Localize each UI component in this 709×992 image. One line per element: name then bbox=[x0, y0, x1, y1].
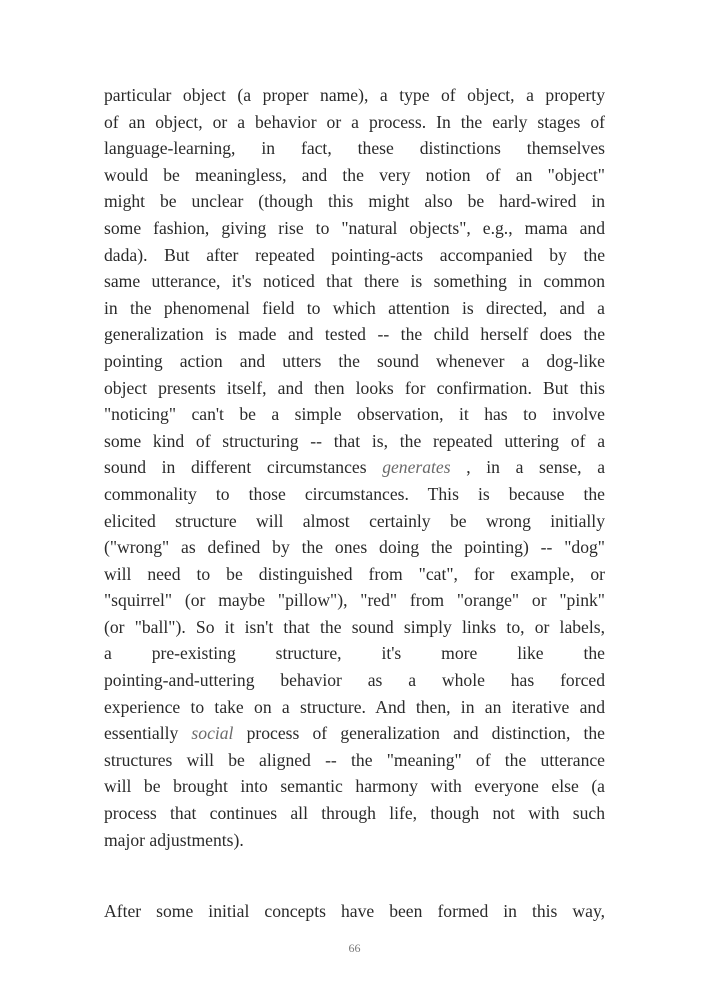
text-line: would be meaningless, and the very notion of an "object" bbox=[104, 164, 605, 185]
text-line: "squirrel" (or maybe "pillow"), "red" from "orange" or "pink" bbox=[104, 590, 605, 611]
text-line: commonality to those circumstances. This is because the bbox=[104, 483, 605, 504]
text-line: some kind of structuring -- that is, the repeated uttering of a bbox=[104, 430, 605, 451]
text-line: generalization is made and tested -- the child herself does the bbox=[104, 324, 605, 345]
text-line: major adjustments). bbox=[104, 829, 244, 850]
text-segment: sound in different circumstances bbox=[104, 457, 383, 478]
paragraph-2 bbox=[104, 898, 605, 925]
text-line: some fashion, giving rise to "natural objects", e.g., mama and bbox=[104, 217, 605, 238]
text-line: particular object (a proper name), a type of object, a property bbox=[104, 85, 605, 105]
text-line: language-learning, in fact, these distinctions themselves bbox=[104, 138, 605, 159]
text-line: will need to be distinguished from "cat", for example, or bbox=[104, 563, 605, 584]
text-line: After some initial concepts have been formed in this way, bbox=[104, 901, 605, 921]
text-line: "noticing" can't be a simple observation, it has to involve bbox=[104, 404, 605, 425]
text-line: pointing action and utters the sound whenever a dog-like bbox=[104, 350, 605, 371]
text-line-with-emphasis bbox=[104, 720, 605, 747]
text-line: process that continues all through life, though not with such bbox=[104, 803, 605, 824]
text-line: structures will be aligned -- the "meaning" of the utterance bbox=[104, 749, 605, 770]
text-line: ("wrong" as defined by the ones doing the pointing) -- "dog" bbox=[104, 537, 605, 558]
page-number: 66 bbox=[348, 941, 361, 955]
text-line: will be brought into semantic harmony with everyone else (a bbox=[104, 776, 605, 797]
text-line: (or "ball"). So it isn't that the sound simply links to, or labels, bbox=[104, 616, 605, 637]
text-segment: essentially bbox=[104, 723, 192, 744]
text-line: elicited structure will almost certainly be wrong initially bbox=[104, 510, 605, 531]
text-line: of an object, or a behavior or a process. In the early stages of bbox=[104, 111, 605, 132]
text-line: pointing-and-uttering behavior as a whole has forced bbox=[104, 670, 605, 691]
text-line: might be unclear (though this might also be hard-wired in bbox=[104, 191, 605, 212]
emphasized-word: generates bbox=[382, 457, 451, 478]
text-segment: , in a sense, a bbox=[450, 457, 606, 478]
text-line: experience to take on a structure. And then, in an iterative and bbox=[104, 696, 605, 717]
paragraph-1 bbox=[104, 82, 605, 853]
emphasized-word: social bbox=[191, 723, 234, 744]
text-line: same utterance, it's noticed that there is something in common bbox=[104, 271, 605, 292]
text-line: object presents itself, and then looks for confirmation. But this bbox=[104, 377, 605, 398]
text-line-with-emphasis bbox=[104, 454, 605, 481]
text-line: dada). But after repeated pointing-acts accompanied by the bbox=[104, 244, 605, 265]
text-line: in the phenomenal field to which attention is directed, and a bbox=[104, 297, 605, 318]
text-segment: process of generalization and distinction, the bbox=[233, 723, 605, 744]
text-line: a pre-existing structure, it's more like the bbox=[104, 643, 605, 664]
